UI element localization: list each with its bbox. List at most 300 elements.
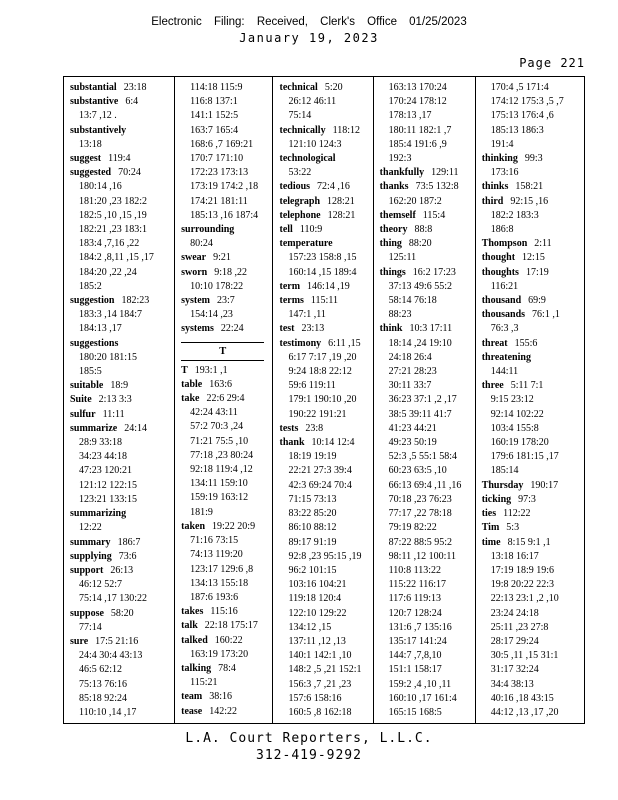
- index-entry: [70, 607, 172, 621]
- index-refs: 16:2 17:23: [412, 266, 456, 278]
- index-entry: [70, 152, 172, 166]
- index-entry: [70, 81, 172, 95]
- index-refs-continuation: 114:18 115:9: [190, 82, 243, 93]
- index-entry: [279, 294, 370, 308]
- index-word: threat: [481, 337, 508, 349]
- index-word: systems: [181, 323, 214, 335]
- index-word: threatening: [481, 351, 531, 363]
- index-refs-continuation: 147:1 ,11: [288, 309, 326, 321]
- index-refs-continuation: 66:13 69:4 ,11 ,16: [388, 479, 462, 491]
- index-word: third: [481, 195, 504, 207]
- index-refs-continuation: 180:11 182:1 ,7: [388, 124, 452, 136]
- index-entry: [482, 379, 582, 393]
- index-entry: [279, 337, 370, 351]
- index-refs-continuation: 151:1 158:17: [388, 664, 442, 676]
- index-refs: 69:9: [528, 295, 546, 307]
- index-refs-continuation: 179:6 181:15 ,17: [490, 451, 559, 463]
- index-entry: [70, 536, 172, 550]
- index-word: talked: [181, 634, 208, 646]
- index-refs: 38:16: [209, 691, 233, 703]
- header-date-line: January 19, 2023: [239, 31, 379, 45]
- index-word: system: [181, 295, 211, 307]
- index-refs-continuation: 40:16 ,18 43:15: [490, 692, 554, 704]
- header-filing-line: Electronic Filing: Received, Clerk's Office 01/25/2023: [151, 16, 467, 28]
- index-refs-continuation: 182:2 183:3: [490, 209, 539, 221]
- index-refs-continuation: 71:16 73:15: [190, 535, 239, 547]
- index-refs-continuation: 120:7 128:24: [388, 607, 442, 619]
- index-refs: 58:20: [110, 607, 134, 619]
- index-entry: [181, 690, 270, 704]
- index-refs: 6:4: [125, 96, 139, 108]
- index-word: three: [481, 380, 504, 392]
- index-refs-continuation: 44:12 ,13 ,17 ,20: [490, 706, 559, 718]
- index-refs-continuation: 181:9: [190, 506, 213, 518]
- index-entry: [181, 605, 270, 619]
- index-refs-continuation: 156:3 ,7 ,21 ,23: [288, 678, 352, 690]
- index-refs-continuation: 60:23 63:5 ,10: [388, 465, 447, 477]
- index-entry: [181, 223, 270, 237]
- index-entry: [279, 223, 370, 237]
- index-refs: 92:15 ,16: [510, 195, 549, 207]
- index-refs: 88:20: [408, 238, 432, 250]
- index-refs-continuation: 182:5 ,10 ,15 ,19: [79, 209, 147, 221]
- index-entry: [70, 635, 172, 649]
- index-refs-continuation: 134:13 155:18: [190, 577, 249, 589]
- index-word: thanks: [379, 181, 409, 193]
- index-entry: [380, 166, 473, 180]
- index-entry: [482, 521, 582, 535]
- index-refs: 73:5 132:8: [415, 181, 459, 193]
- index-refs: 115:11: [310, 295, 338, 307]
- index-refs-continuation: 74:13 119:20: [190, 549, 243, 561]
- index-entry: [70, 124, 172, 138]
- index-refs-continuation: 131:6 ,7 135:16: [388, 621, 452, 633]
- index-refs-continuation: 119:18 120:4: [288, 593, 342, 605]
- index-entry: [70, 408, 172, 422]
- index-word: table: [181, 378, 203, 390]
- index-refs-continuation: 52:3 ,5 55:1 58:4: [388, 451, 458, 463]
- index-refs-continuation: 87:22 88:5 95:2: [388, 536, 453, 548]
- index-entry: [279, 152, 370, 166]
- index-refs-continuation: 183:3 ,14 184:7: [79, 309, 143, 321]
- index-refs: 186:7: [117, 536, 141, 548]
- index-word: summarizing: [70, 508, 127, 520]
- index-refs-continuation: 163:19 173:20: [190, 648, 249, 660]
- index-refs: 115:4: [422, 209, 446, 221]
- index-refs-continuation: 180:14 ,16: [79, 181, 122, 193]
- index-refs-continuation: 12:22: [79, 522, 102, 534]
- index-word: support: [70, 564, 104, 576]
- index-refs: 9:21: [213, 252, 231, 264]
- index-refs-continuation: 135:17 141:24: [388, 635, 447, 647]
- index-word: take: [181, 393, 200, 405]
- index-refs-continuation: 13:18 16:17: [490, 550, 539, 562]
- index-refs-continuation: 121:10 124:3: [288, 138, 342, 150]
- index-refs-continuation: 49:23 50:19: [388, 437, 437, 449]
- index-entry: [279, 280, 370, 294]
- index-word: thankfully: [379, 167, 425, 179]
- index-refs-continuation: 92:14 102:22: [490, 408, 544, 420]
- index-refs: 73:6: [118, 550, 137, 562]
- index-refs-continuation: 157:6 158:16: [288, 692, 342, 704]
- index-refs-continuation: 13:7 ,12 .: [79, 110, 117, 122]
- index-word: suitable: [70, 380, 104, 392]
- index-refs-continuation: 103:16 104:21: [288, 579, 347, 591]
- index-refs-continuation: 115:21: [190, 677, 218, 689]
- index-refs-continuation: 37:13 49:6 55:2: [388, 280, 453, 292]
- index-entry: [70, 166, 172, 180]
- index-word: substantive: [70, 96, 119, 108]
- index-entry: [279, 436, 370, 450]
- index-refs-continuation: 83:22 85:20: [288, 508, 337, 520]
- index-refs: 10:3 17:11: [409, 323, 453, 335]
- index-refs: 10:14 12:4: [311, 437, 355, 449]
- index-refs-continuation: 173:16: [490, 167, 519, 179]
- index-refs-continuation: 116:21: [490, 280, 519, 292]
- index-entry: [181, 392, 270, 406]
- index-refs: 119:4: [108, 153, 131, 165]
- index-refs-continuation: 180:20 181:15: [79, 351, 138, 363]
- index-word: sulfur: [70, 408, 96, 420]
- index-word: summarize: [70, 422, 118, 434]
- index-entry: [181, 294, 270, 308]
- index-refs-continuation: 31:17 32:24: [490, 664, 539, 676]
- index-refs: 23:8: [305, 422, 324, 434]
- index-refs: 6:11 ,15: [328, 337, 361, 349]
- index-refs-continuation: 179:1 190:10 ,20: [288, 394, 357, 406]
- index-refs: 70:24: [118, 167, 141, 179]
- index-entry: [279, 81, 370, 95]
- index-entry: [279, 322, 370, 336]
- index-word: thousand: [481, 295, 522, 307]
- index-refs-continuation: 28:9 33:18: [79, 437, 123, 449]
- index-word: themself: [379, 209, 416, 221]
- index-word: think: [379, 323, 403, 335]
- index-refs: 5:20: [324, 82, 343, 93]
- index-refs: 158:21: [515, 181, 544, 193]
- index-refs-continuation: 75:13 76:16: [79, 678, 128, 690]
- index-refs: 78:4: [218, 662, 236, 674]
- index-refs-continuation: 9:15 23:12: [490, 394, 534, 406]
- index-word: team: [181, 691, 203, 703]
- index-refs: 99:3: [524, 153, 543, 165]
- index-word: suggestion: [70, 295, 115, 307]
- index-word: technically: [279, 124, 326, 136]
- index-word: telegraph: [279, 195, 321, 207]
- index-refs-continuation: 185:4 191:6 ,9: [388, 138, 447, 150]
- index-entry: [181, 364, 270, 378]
- index-refs: 88:8: [414, 224, 433, 236]
- index-entry: [380, 322, 473, 336]
- index-refs-continuation: 115:22 116:17: [388, 579, 446, 591]
- index-word: substantively: [70, 124, 127, 136]
- index-refs-continuation: 75:14: [288, 110, 312, 122]
- index-refs-continuation: 134:11 159:10: [190, 478, 248, 490]
- index-refs-continuation: 24:4 30:4 43:13: [79, 650, 143, 662]
- index-refs: 76:1 ,1: [532, 309, 560, 321]
- index-refs-continuation: 25:11 ,23 27:8: [490, 621, 549, 633]
- index-word: surrounding: [181, 224, 235, 236]
- index-word: thousands: [481, 309, 526, 321]
- index-word: Thursday: [481, 479, 524, 491]
- index-refs-continuation: 42:24 43:11: [190, 407, 238, 419]
- index-word: technological: [279, 153, 336, 165]
- index-word: temperature: [279, 238, 333, 250]
- index-word: summary: [70, 536, 111, 548]
- index-refs-continuation: 154:14 ,23: [190, 309, 233, 321]
- index-refs-continuation: 163:7 165:4: [190, 124, 239, 136]
- index-refs: 128:21: [327, 209, 356, 221]
- index-refs: 182:23: [121, 295, 150, 307]
- index-refs-continuation: 71:21 75:5 ,10: [190, 435, 249, 447]
- index-refs-continuation: 103:4 155:8: [490, 422, 539, 434]
- index-entry: [70, 550, 172, 564]
- index-refs-continuation: 47:23 120:21: [79, 465, 133, 477]
- index-refs-continuation: 98:11 ,12 100:11: [388, 550, 456, 562]
- index-refs: 24:14: [124, 422, 147, 434]
- index-refs-continuation: 34:4 38:13: [490, 678, 534, 690]
- footer-phone: 312-419-9292: [256, 748, 362, 763]
- index-refs: 5:3: [506, 522, 520, 534]
- index-column-2: [175, 77, 273, 723]
- index-word: tests: [279, 422, 299, 434]
- index-entry: [482, 507, 582, 521]
- index-word: supplying: [70, 550, 112, 562]
- index-word: test: [279, 323, 295, 335]
- index-refs: 22:24: [220, 323, 244, 335]
- index-refs-continuation: 92:8 ,23 95:15 ,19: [288, 550, 362, 562]
- index-word: tell: [279, 224, 293, 236]
- index-refs-continuation: 144:7 ,7,8,10: [388, 650, 442, 662]
- index-refs-continuation: 19:8 20:22 22:3: [490, 579, 555, 591]
- index-refs: 160:22: [214, 634, 243, 646]
- index-refs-continuation: 28:17 29:24: [490, 635, 539, 647]
- index-word: thinking: [481, 153, 518, 165]
- index-word: swear: [181, 252, 207, 264]
- index-refs-continuation: 160:10 ,17 161:4: [388, 692, 457, 704]
- index-entry: [70, 379, 172, 393]
- index-refs-continuation: 36:23 37:1 ,2 ,17: [388, 394, 457, 406]
- index-word: suggested: [70, 167, 112, 179]
- index-refs: 17:19: [525, 266, 549, 278]
- index-refs-continuation: 182:21 ,23 183:1: [79, 224, 148, 236]
- index-word: sure: [70, 635, 89, 647]
- index-entry: [70, 507, 172, 521]
- index-entry: [482, 308, 582, 322]
- index-entry: [181, 662, 270, 676]
- index-entry: [181, 251, 270, 265]
- index-refs-continuation: 187:6 193:6: [190, 591, 239, 603]
- index-entry: [181, 705, 270, 719]
- index-refs: 5:11 7:1: [510, 380, 544, 392]
- index-refs-continuation: 23:24 24:18: [490, 607, 539, 619]
- index-refs-continuation: 96:2 101:15: [288, 564, 337, 576]
- index-entry: [380, 223, 473, 237]
- index-word: suggestions: [70, 337, 119, 349]
- index-refs-continuation: 77:17 ,22 78:18: [388, 508, 452, 520]
- index-refs-continuation: 22:21 27:3 39:4: [288, 465, 352, 477]
- index-refs-continuation: 27:21 28:23: [388, 366, 437, 378]
- index-refs-continuation: 192:3: [388, 153, 412, 165]
- index-column-4: [374, 77, 476, 723]
- index-refs-continuation: 18:14 ,24 19:10: [388, 337, 452, 349]
- index-entry: [279, 124, 370, 138]
- index-refs: 163:6: [209, 378, 233, 390]
- index-refs-continuation: 85:18 92:24: [79, 692, 128, 704]
- index-refs: 22:18 175:17: [204, 620, 258, 632]
- index-refs: 129:11: [431, 167, 459, 179]
- index-entry: [181, 378, 270, 392]
- index-column-3: [273, 77, 373, 723]
- index-refs-continuation: 41:23 44:21: [388, 422, 437, 434]
- index-refs: 17:5 21:16: [95, 635, 139, 647]
- index-word: terms: [279, 295, 304, 307]
- index-refs-continuation: 184:13 ,17: [79, 323, 122, 335]
- index-refs-continuation: 190:22 191:21: [288, 408, 347, 420]
- index-refs: 72:4 ,16: [317, 181, 350, 193]
- index-word: theory: [379, 224, 408, 236]
- index-word: time: [481, 536, 501, 548]
- index-refs-continuation: 92:18 119:4 ,12: [190, 464, 253, 476]
- index-refs-continuation: 159:19 163:12: [190, 492, 249, 504]
- index-refs: 142:22: [209, 705, 238, 717]
- index-refs-continuation: 30:11 33:7: [388, 380, 432, 392]
- index-word: talk: [181, 620, 198, 632]
- index-refs-continuation: 183:4 ,7,16 ,22: [79, 238, 140, 250]
- index-column-5: [476, 77, 584, 723]
- index-entry: [70, 95, 172, 109]
- index-entry: [70, 294, 172, 308]
- index-entry: [482, 152, 582, 166]
- index-refs: 110:9: [299, 224, 323, 236]
- index-refs-continuation: 160:14 ,15 189:4: [288, 266, 357, 278]
- index-entry: [70, 422, 172, 436]
- index-word: suggest: [70, 153, 102, 165]
- index-refs-continuation: 159:2 ,4 ,10 ,11: [388, 678, 452, 690]
- index-refs-continuation: 10:10 178:22: [190, 280, 244, 292]
- index-refs-continuation: 160:5 ,8 162:18: [288, 706, 352, 718]
- index-refs-continuation: 137:11 ,12 ,13: [288, 635, 346, 647]
- index-refs-continuation: 88:23: [388, 309, 412, 321]
- index-word: thank: [279, 437, 305, 449]
- index-word: term: [279, 280, 301, 292]
- index-refs-continuation: 38:5 39:11 41:7: [388, 408, 452, 420]
- index-refs-continuation: 170:7 171:10: [190, 153, 244, 165]
- index-refs: 190:17: [530, 479, 559, 491]
- index-refs-continuation: 174:21 181:11: [190, 195, 248, 207]
- index-refs: 19:22 20:9: [212, 520, 256, 532]
- index-refs-continuation: 170:4 ,5 171:4: [490, 82, 549, 93]
- index-entry: [380, 266, 473, 280]
- index-refs: 2:11: [534, 238, 552, 250]
- index-entry: [380, 209, 473, 223]
- index-refs: 128:21: [327, 195, 355, 207]
- index-word: technical: [279, 82, 318, 93]
- index-entry: [181, 520, 270, 534]
- index-refs-continuation: 185:13 186:3: [490, 124, 544, 136]
- index-entry: [279, 422, 370, 436]
- index-entry: [380, 180, 473, 194]
- index-entry: [482, 266, 582, 280]
- index-word: things: [379, 266, 406, 278]
- index-refs: 112:22: [503, 508, 531, 520]
- page-number: Page 221: [519, 56, 585, 70]
- index-refs: 9:18 ,22: [214, 266, 248, 278]
- index-word: takes: [181, 606, 204, 618]
- index-entry: [482, 536, 582, 550]
- index-word: telephone: [279, 209, 321, 221]
- index-refs-continuation: 123:17 129:6 ,8: [190, 563, 254, 575]
- index-refs-continuation: 173:19 174:2 ,18: [190, 181, 259, 193]
- index-word: talking: [181, 662, 212, 674]
- index-refs-continuation: 184:20 ,22 ,24: [79, 266, 137, 278]
- section-letter-divider: T: [181, 342, 264, 361]
- index-entry: [181, 266, 270, 280]
- index-refs-continuation: 86:10 88:12: [288, 522, 337, 534]
- index-refs-continuation: 172:23 173:13: [190, 167, 249, 179]
- index-entry: [482, 479, 582, 493]
- index-refs: 115:16: [210, 606, 238, 618]
- index-refs-continuation: 30:5 ,11 ,15 31:1: [490, 650, 559, 662]
- index-refs-continuation: 157:23 158:8 ,15: [288, 252, 357, 264]
- index-refs-continuation: 71:15 73:13: [288, 493, 337, 505]
- index-refs-continuation: 185:14: [490, 465, 519, 477]
- footer-company: L.A. Court Reporters, L.L.C.: [185, 731, 433, 746]
- index-refs: 23:18: [123, 82, 147, 93]
- index-word: substantial: [70, 82, 117, 93]
- index-entry: [181, 619, 270, 633]
- index-refs: 8:15 9:1 ,1: [507, 536, 551, 548]
- index-refs-continuation: 160:19 178:20: [490, 437, 549, 449]
- index-word: testimony: [279, 337, 322, 349]
- index-word: sworn: [181, 266, 208, 278]
- index-entry: [70, 337, 172, 351]
- index-refs: 155:6: [514, 337, 538, 349]
- index-entry: [482, 493, 582, 507]
- index-word: ticking: [481, 493, 512, 505]
- index-refs-continuation: 163:13 170:24: [388, 82, 447, 93]
- index-refs: 23:7: [217, 295, 235, 307]
- index-refs-continuation: 116:8 137:1: [190, 96, 238, 108]
- index-refs-continuation: 185:5: [79, 366, 102, 378]
- index-refs-continuation: 144:11: [490, 366, 519, 378]
- index-entry: [279, 237, 370, 251]
- index-refs-continuation: 181:20 ,23 182:2: [79, 195, 148, 207]
- index-refs-continuation: 121:12 122:15: [79, 479, 138, 491]
- index-entry: [380, 237, 473, 251]
- index-refs-continuation: 165:15 168:5: [388, 706, 442, 718]
- index-entry: [482, 237, 582, 251]
- index-word: thoughts: [481, 266, 519, 278]
- index-refs-continuation: 186:8: [490, 224, 514, 236]
- index-refs-continuation: 34:23 44:18: [79, 451, 128, 463]
- index-refs-continuation: 79:19 82:22: [388, 522, 437, 534]
- index-refs-continuation: 6:17 7:17 ,19 ,20: [288, 351, 357, 363]
- index-entry: [482, 251, 582, 265]
- index-word: Tim: [481, 522, 500, 534]
- index-refs: 12:15: [522, 252, 545, 264]
- index-word: thinks: [481, 181, 509, 193]
- index-entry: [70, 564, 172, 578]
- index-word: Suite: [70, 394, 92, 406]
- index-refs-continuation: 184:2 ,8,11 ,15 ,17: [79, 252, 154, 264]
- index-refs-continuation: 185:2: [79, 280, 102, 292]
- index-refs-continuation: 175:13 176:4 ,6: [490, 110, 554, 122]
- index-refs-continuation: 77:18 ,23 80:24: [190, 449, 254, 461]
- index-word: tedious: [279, 181, 311, 193]
- index-refs-continuation: 80:24: [190, 238, 213, 250]
- index-refs-continuation: 141:1 152:5: [190, 110, 239, 122]
